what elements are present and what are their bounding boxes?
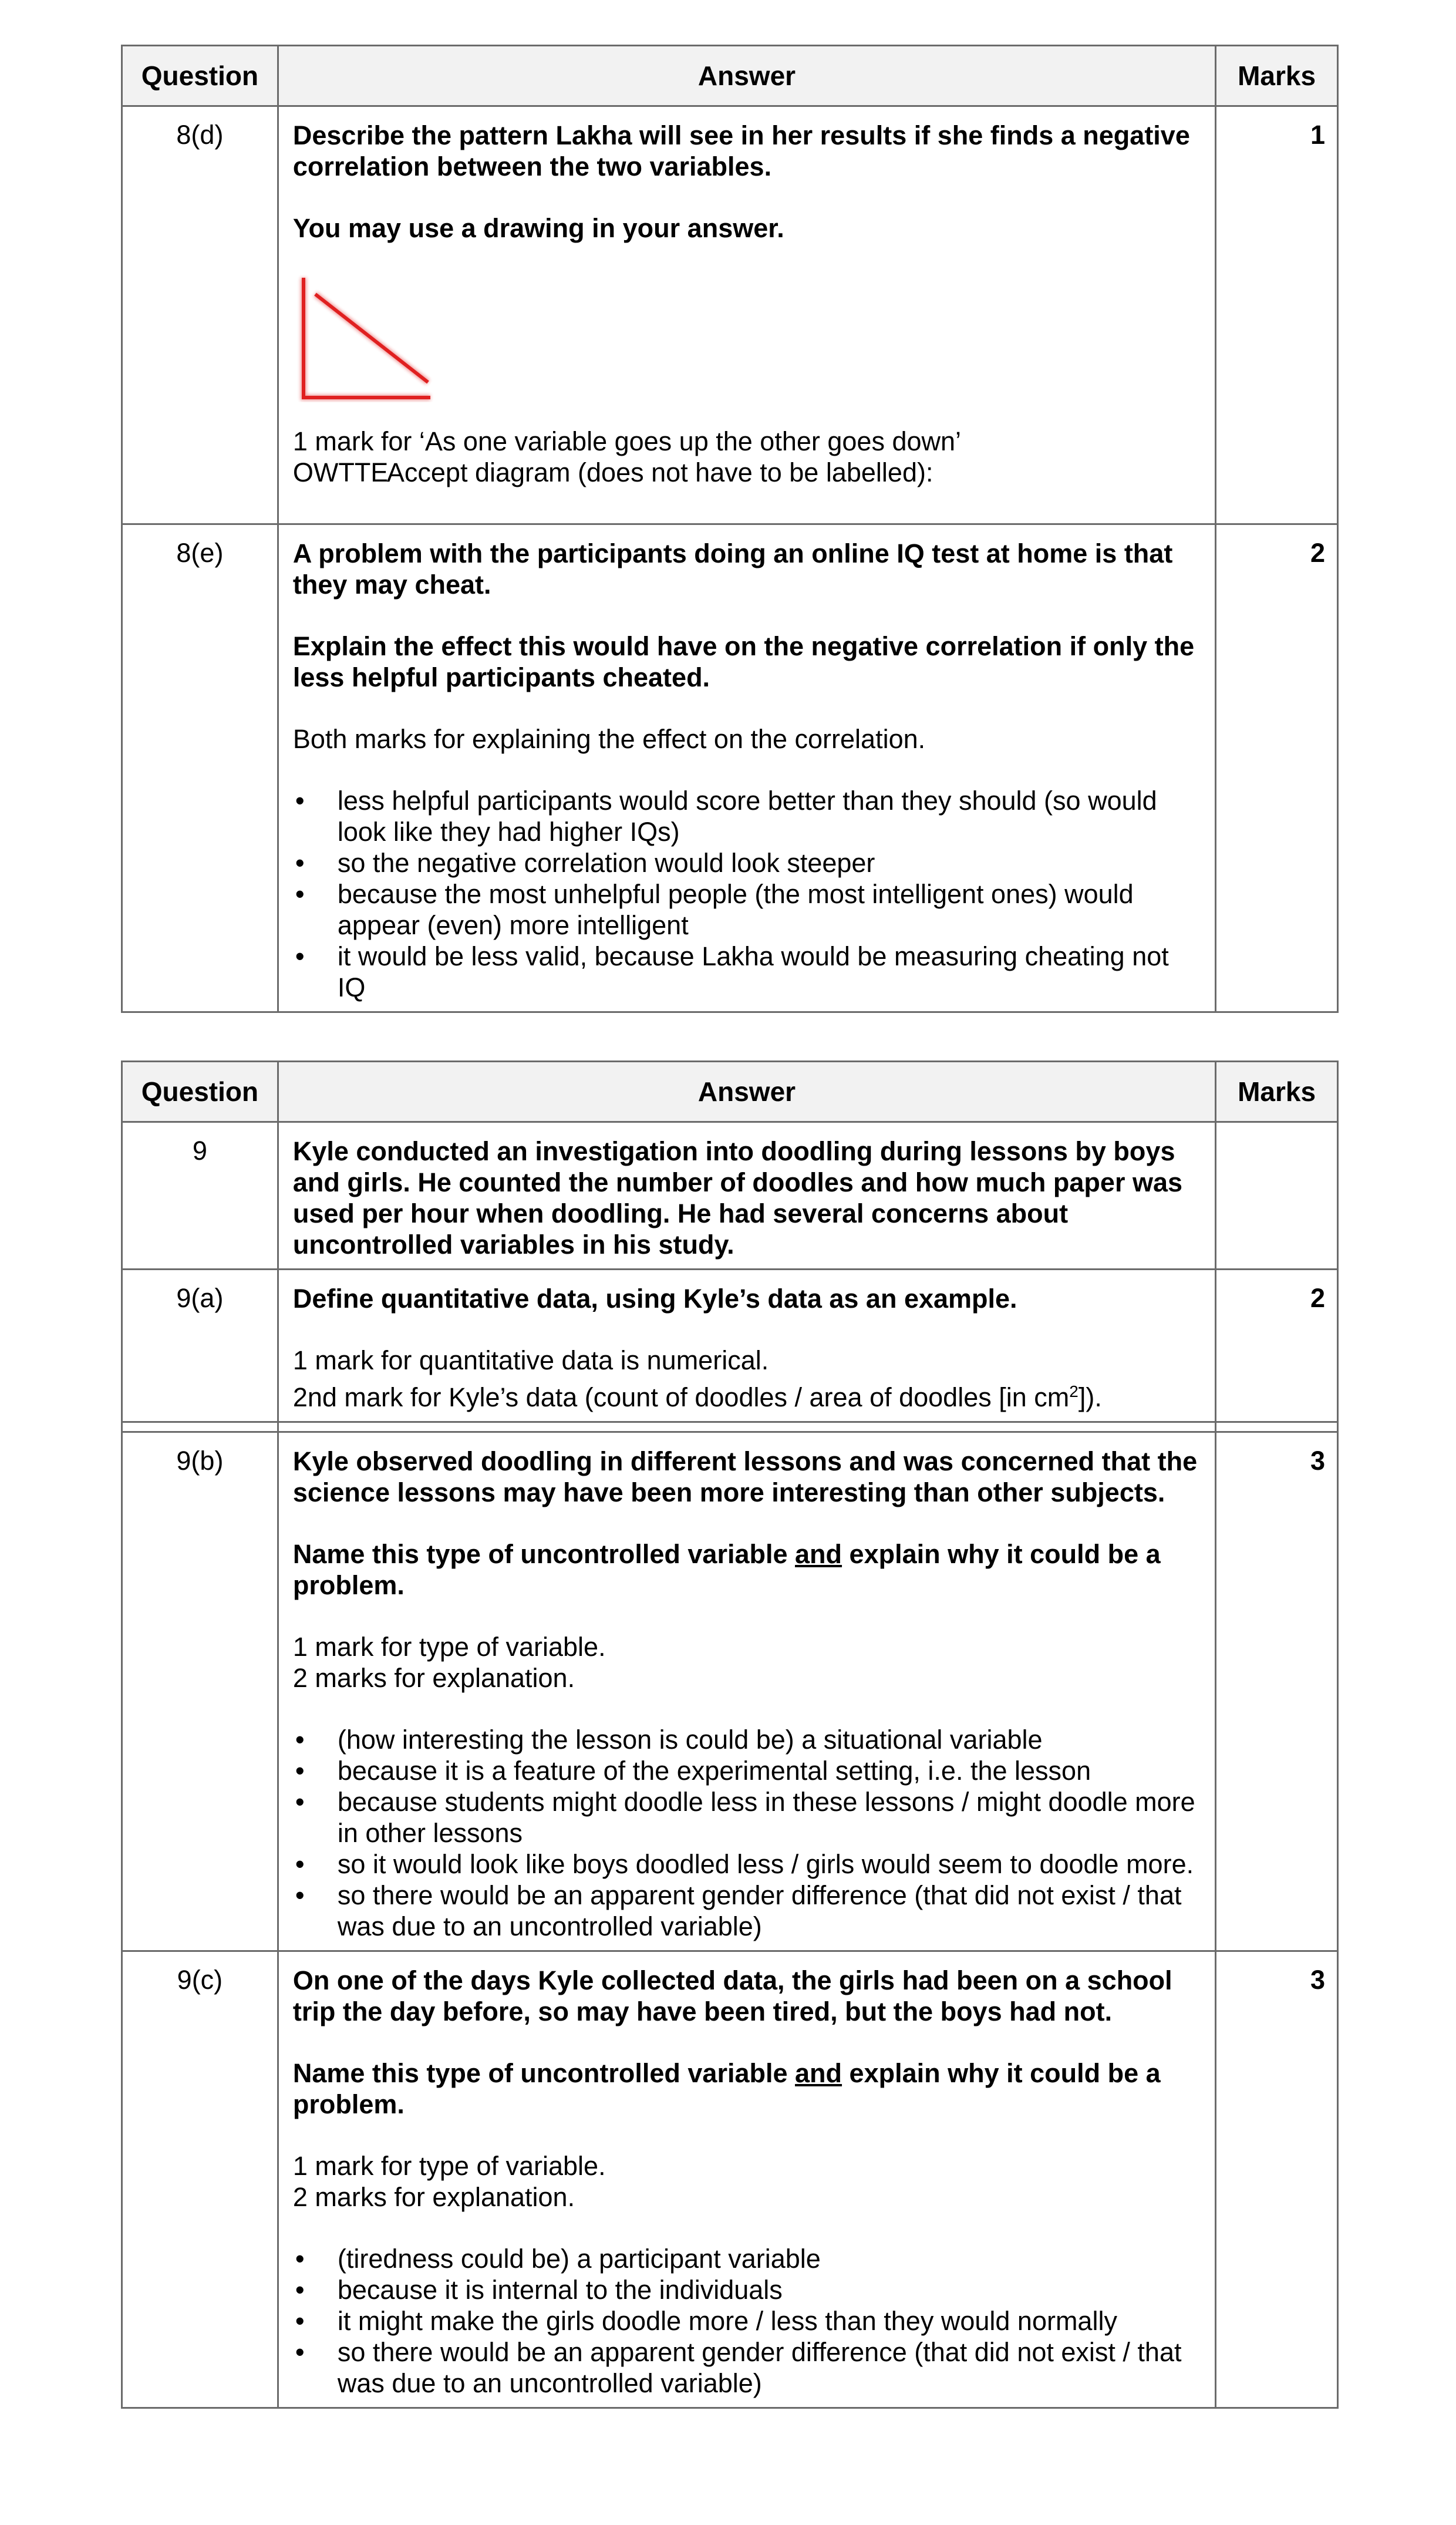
header-question: Question: [122, 46, 278, 106]
table-header-row: [122, 1062, 1338, 1122]
marks-value: 3: [1216, 1951, 1338, 2408]
marks-value: 2: [1216, 1270, 1338, 1422]
question-number: 9: [122, 1122, 278, 1270]
mark-scheme-table-q8: [121, 45, 1339, 1013]
prompt-text: Name this type of uncontrolled variable: [292, 1539, 796, 1569]
answer-cell: [278, 1270, 1215, 1422]
table-row-9c: [122, 1951, 1338, 2408]
list-item: • so it would look like boys doodled less / girls would seem to doodle more.: [293, 1849, 1198, 1880]
list-item: • because the most unhelpful people (the most intelligent ones) would appear (even) more intelligent: [293, 878, 1198, 941]
list-item: • because it is a feature of the experimental setting, i.e. the lesson: [293, 1755, 1198, 1786]
marking-guidance: 1 mark for type of variable.: [292, 1632, 606, 1662]
marking-guidance: 1 mark for type of variable.: [292, 2151, 606, 2181]
owtte-label: OWTTE: [292, 457, 389, 487]
guidance-text: ]).: [1078, 1382, 1102, 1412]
underlined-and: and: [795, 1539, 842, 1569]
marking-guidance: Both marks for explaining the effect on the correlation.: [292, 724, 926, 754]
question-prompt: [293, 1538, 1198, 1601]
question-prompt: You may use a drawing in your answer.: [292, 213, 784, 243]
question-prompt: Define quantitative data, using Kyle’s data as an example.: [292, 1284, 1017, 1314]
prompt-text: explain why it could be a problem.: [292, 2058, 1161, 2119]
header-question: Question: [122, 1062, 278, 1122]
header-marks: Marks: [1216, 1062, 1338, 1122]
negative-correlation-diagram: [295, 273, 442, 402]
list-item: • so there would be an apparent gender difference (that did not exist / that was due to an uncontrolled variable): [293, 2337, 1198, 2399]
list-item: • (how interesting the lesson is could be) a situational variable: [293, 1724, 1198, 1755]
accept-diagram-note: Accept diagram (does not have to be labelled):: [386, 457, 933, 487]
answer-cell: [278, 106, 1215, 524]
marks-value: 1: [1216, 106, 1338, 524]
answer-cell: [278, 1122, 1215, 1270]
marks-value: [1216, 1122, 1338, 1270]
prompt-text: Name this type of uncontrolled variable: [292, 2058, 796, 2088]
answer-bullet-list: [293, 1724, 1198, 1942]
answer-cell: [278, 524, 1215, 1012]
question-prompt: Explain the effect this would have on the negative correlation if only the less helpful participants cheated.: [292, 631, 1195, 692]
superscript: 2: [1069, 1382, 1078, 1400]
question-number: 8(e): [122, 524, 278, 1012]
diagram-trend-line: [315, 294, 428, 382]
answer-cell: [278, 1951, 1215, 2408]
answer-bullet-list: [293, 785, 1198, 1003]
marking-guidance: 2 marks for explanation.: [292, 2182, 575, 2212]
separator-row: [122, 1422, 1338, 1432]
question-number: 9(c): [122, 1951, 278, 2408]
marks-value: 3: [1216, 1432, 1338, 1951]
table-row-9a: [122, 1270, 1338, 1422]
marking-guidance: [293, 457, 1198, 488]
underlined-and: and: [795, 2058, 842, 2088]
question-number: 8(d): [122, 106, 278, 524]
header-answer: Answer: [278, 1062, 1215, 1122]
marking-guidance: 1 mark for quantitative data is numerical.: [292, 1345, 769, 1375]
table-header-row: [122, 46, 1338, 106]
question-prompt: [293, 2058, 1198, 2120]
list-item: • it would be less valid, because Lakha would be measuring cheating not IQ: [293, 941, 1198, 1003]
header-marks: Marks: [1216, 46, 1338, 106]
marks-value: 2: [1216, 524, 1338, 1012]
answer-cell: [278, 1432, 1215, 1951]
question-prompt: Kyle observed doodling in different lessons and was concerned that the science lessons may have been more interesting than other subjects.: [292, 1446, 1198, 1507]
list-item: • because students might doodle less in these lessons / might doodle more in other lessons: [293, 1786, 1198, 1849]
guidance-text: 2nd mark for Kyle’s data (count of doodles / area of doodles [in cm: [292, 1382, 1070, 1412]
header-answer: Answer: [278, 46, 1215, 106]
question-stem: Kyle conducted an investigation into doodling during lessons by boys and girls. He counted the number of doodles and how much paper was used per hour when doodling. He had several concerns about uncontrolled variables in his study.: [292, 1136, 1183, 1260]
list-item: • so there would be an apparent gender difference (that did not exist / that was due to an uncontrolled variable): [293, 1880, 1198, 1942]
question-prompt: A problem with the participants doing an online IQ test at home is that they may cheat.: [292, 538, 1173, 600]
question-number: 9(b): [122, 1432, 278, 1951]
table-row-8e: [122, 524, 1338, 1012]
list-item: • because it is internal to the individuals: [293, 2274, 1198, 2305]
marking-guidance: [293, 1376, 1198, 1413]
question-number: 9(a): [122, 1270, 278, 1422]
table-row-8d: [122, 106, 1338, 524]
question-prompt: Describe the pattern Lakha will see in her results if she finds a negative correlation between the two variables.: [292, 120, 1190, 181]
mark-scheme-table-q9: [121, 1060, 1339, 2409]
list-item: • it might make the girls doodle more / less than they would normally: [293, 2305, 1198, 2337]
marking-guidance: 2 marks for explanation.: [292, 1663, 575, 1693]
list-item: • so the negative correlation would look steeper: [293, 847, 1198, 878]
marking-guidance: 1 mark for ‘As one variable goes up the other goes down’: [292, 426, 962, 456]
list-item: • (tiredness could be) a participant variable: [293, 2243, 1198, 2274]
answer-bullet-list: [293, 2243, 1198, 2399]
prompt-text: explain why it could be a problem.: [292, 1539, 1161, 1600]
table-row-9: [122, 1122, 1338, 1270]
question-prompt: On one of the days Kyle collected data, the girls had been on a school trip the day before, so may have been tired, but the boys had not.: [292, 1965, 1172, 2026]
list-item: • less helpful participants would score better than they should (so would look like they had higher IQs): [293, 785, 1198, 847]
table-row-9b: [122, 1432, 1338, 1951]
